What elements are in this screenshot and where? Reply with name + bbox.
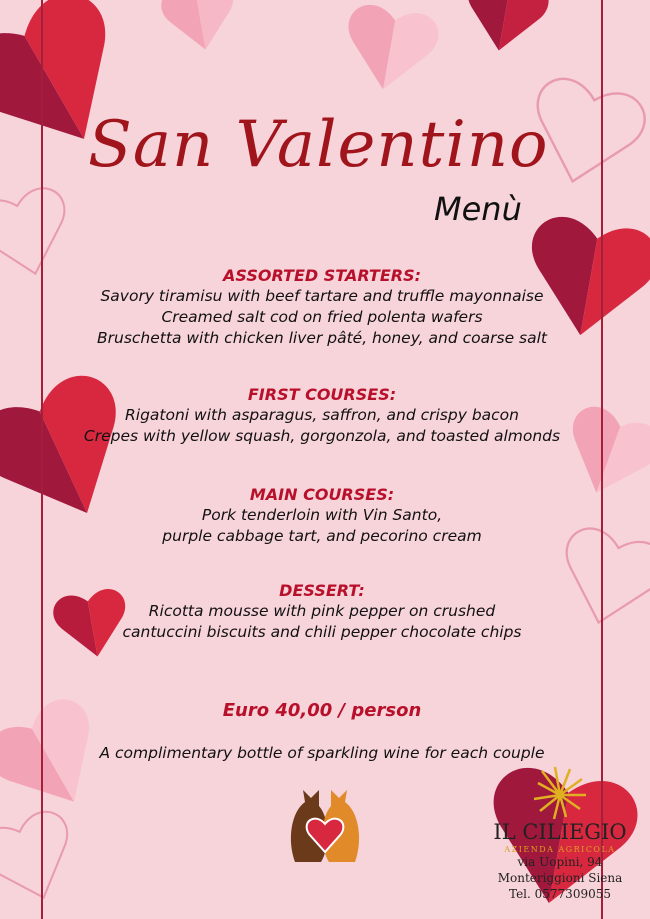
menu-item: Pork tenderloin with Vin Santo, — [201, 506, 443, 524]
left-border-line — [41, 0, 43, 919]
section-heading: DESSERT: — [279, 581, 365, 600]
page-subtitle: Menù — [434, 190, 522, 228]
menu-item: Crepes with yellow squash, gorgonzola, and toasted almonds — [83, 427, 561, 445]
menu-item: cantuccini biscuits and chili pepper chocolate chips — [122, 623, 522, 641]
brand-city: Monteriggioni Siena — [497, 871, 623, 885]
heart-icon — [338, 2, 441, 98]
menu-item: purple cabbage tart, and pecorino cream — [162, 527, 482, 545]
heart-icon — [459, 0, 552, 58]
section-first-courses — [42, 384, 602, 447]
brand-address: via Uopini, 94 — [517, 855, 603, 869]
menu-item: Savory tiramisu with beef tartare and truffle mayonnaise — [100, 287, 544, 305]
brand-block — [490, 820, 630, 902]
menu-item: Creamed salt cod on fried polenta wafers — [161, 308, 483, 326]
heart-icon — [159, 0, 242, 56]
section-main-courses — [42, 484, 602, 547]
page-title: San Valentino — [88, 108, 549, 182]
section-heading: MAIN COURSES: — [249, 485, 395, 504]
brand-phone: Tel. 0577309055 — [509, 887, 611, 901]
price: Euro 40,00 / person — [222, 700, 422, 721]
cats-heart-logo-icon — [291, 790, 359, 862]
section-dessert — [42, 580, 602, 643]
brand-subtitle: AZIENDA AGRICOLA — [504, 845, 616, 854]
heart-outline-icon — [0, 806, 86, 913]
brand-name: IL CILIEGIO — [493, 820, 627, 844]
section-heading: ASSORTED STARTERS: — [222, 266, 422, 285]
right-border-line — [601, 0, 603, 919]
menu-item: Bruschetta with chicken liver pâté, honey, and coarse salt — [97, 329, 547, 347]
complimentary-note: A complimentary bottle of sparkling wine for each couple — [99, 744, 545, 762]
section-starters — [42, 265, 602, 349]
menu-item: Rigatoni with asparagus, saffron, and crispy bacon — [125, 406, 519, 424]
section-heading: FIRST COURSES: — [247, 385, 397, 404]
menu-item: Ricotta mousse with pink pepper on crushed — [148, 602, 496, 620]
